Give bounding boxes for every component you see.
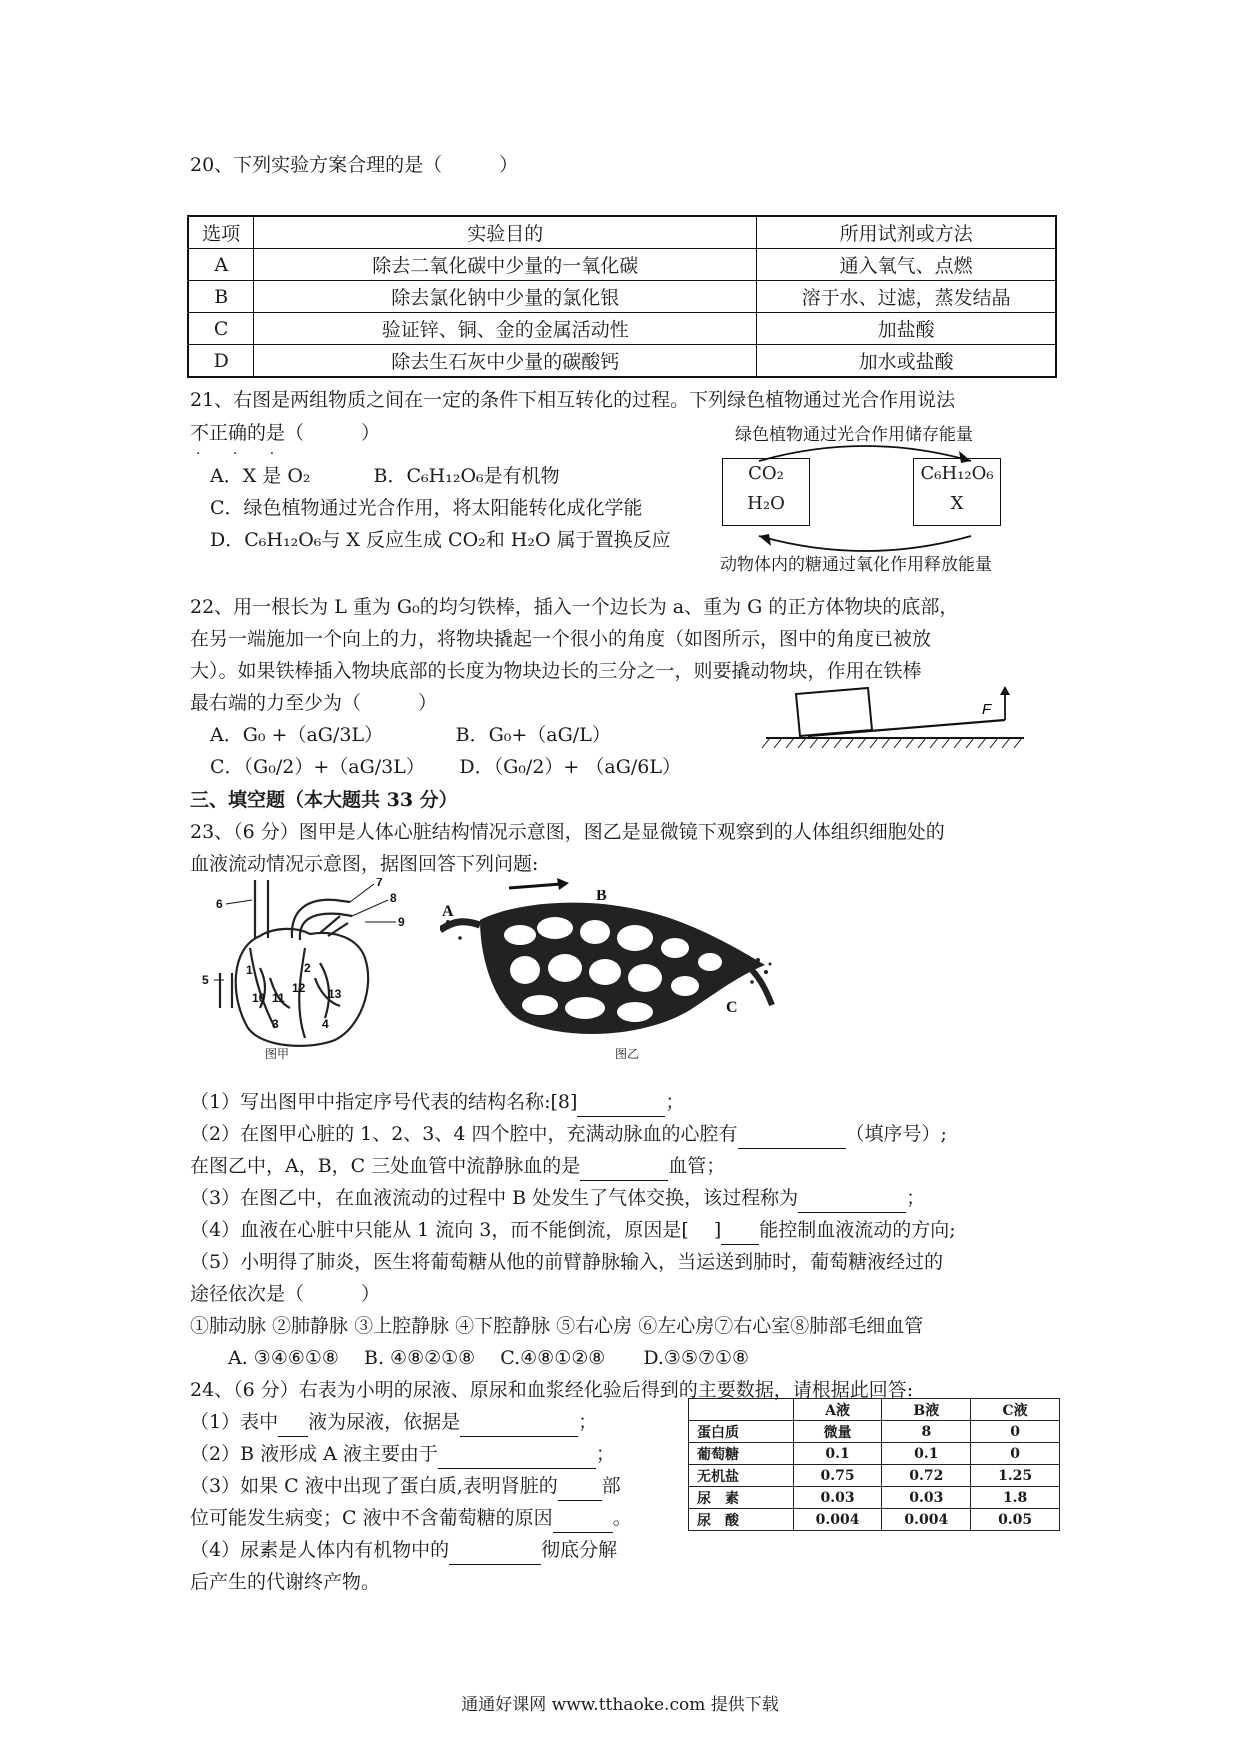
table-cell: A: [188, 249, 254, 281]
table-cell: 蛋白质: [689, 1421, 794, 1443]
q23-s4-text: （4）血液在心脏中只能从 1 流向 3，而不能倒流，原因是[ ]: [190, 1219, 722, 1241]
q20-title: 20、下列实验方案合理的是（ ）: [190, 154, 519, 176]
heart-label: 12: [292, 981, 306, 995]
table-header: 实验目的: [254, 216, 757, 249]
heart-label: 6: [216, 897, 223, 911]
heart-label: 13: [328, 987, 342, 1001]
heart-label: 7: [376, 878, 383, 889]
table-row: [689, 1443, 1060, 1465]
diagram-left-box: [722, 458, 810, 526]
q24-s4a-end: 彻底分解: [541, 1539, 618, 1561]
answer-blank[interactable]: [278, 1414, 308, 1437]
table-cell: 8: [882, 1421, 971, 1443]
q23-s5b: 途径依次是（ ）: [190, 1283, 381, 1305]
q24-s4b: 后产生的代谢终产物。: [190, 1571, 381, 1593]
table-cell: 除去二氧化碳中少量的一氧化碳: [254, 249, 757, 281]
heart-label: 1: [246, 963, 253, 977]
q23-s1: [190, 1087, 684, 1117]
table-cell: 0.1: [793, 1443, 882, 1465]
table-cell: C: [188, 313, 254, 345]
heart-label: 11: [272, 991, 285, 1005]
diagram-right-text-2: X: [950, 493, 964, 514]
q24-s3a-end: 部: [601, 1475, 621, 1497]
q23-s4-end: 能控制血液流动的方向;: [759, 1219, 956, 1241]
q24-s3a: [190, 1471, 621, 1501]
q23-line1: 23、（6 分）图甲是人体心脏结构情况示意图，图乙是显微镜下观察到的人体组织细胞处的: [190, 821, 945, 843]
q23-s3-text: （3）在图乙中，在血液流动的过程中 B 处发生了气体交换，该过程称为: [190, 1187, 799, 1209]
q23-s2b-text: 在图乙中，A，B，C 三处血管中流静脉血的是: [190, 1155, 581, 1177]
table-cell: 0.75: [793, 1465, 882, 1487]
table-header: 所用试剂或方法: [757, 216, 1056, 249]
answer-blank[interactable]: [460, 1414, 578, 1437]
q21-option-d: D．C₆H₁₂O₆与 X 反应生成 CO₂和 H₂O 属于置换反应: [210, 529, 671, 551]
table-cell: 微量: [793, 1421, 882, 1443]
table-cell: 尿 素: [689, 1487, 794, 1509]
lever-block-diagram: [760, 680, 1030, 752]
q22-line4: 最右端的力至少为（ ）: [190, 692, 438, 714]
table-cell: 0.05: [971, 1509, 1060, 1531]
heart-label: 4: [322, 1017, 329, 1031]
q22-line2: 在另一端施加一个向上的力，将物块撬起一个很小的角度（如图所示，图中的角度已被放: [190, 628, 932, 650]
fig-a-caption: 图甲: [265, 1047, 290, 1061]
q23-s5a: （5）小明得了肺炎，医生将葡萄糖从他的前臂静脉输入，当运送到肺时，葡萄糖液经过的: [190, 1251, 944, 1273]
q24-s2-end: ；: [595, 1443, 615, 1465]
table-header: B液: [882, 1399, 971, 1421]
heart-figure: [200, 878, 410, 1058]
diagram-left-text-2: H₂O: [747, 493, 785, 514]
answer-blank[interactable]: [738, 1126, 846, 1149]
table-cell: 加盐酸: [757, 313, 1056, 345]
q21-line2: 不正确的是（ ）: [190, 422, 381, 444]
table-cell: 除去生石灰中少量的碳酸钙: [254, 345, 757, 378]
capillary-figure: [440, 890, 780, 1050]
q23-s1-text: （1）写出图甲中指定序号代表的结构名称:[8]: [190, 1091, 578, 1113]
table-cell: 溶于水、过滤，蒸发结晶: [757, 281, 1056, 313]
table-row: [188, 249, 1056, 281]
table-cell: 0: [971, 1443, 1060, 1465]
q23-s1-end: ；: [665, 1091, 685, 1113]
table-cell: D: [188, 345, 254, 378]
q23-s2a-text: （2）在图甲心脏的 1、2、3、4 四个腔中，充满动脉血的心腔有: [190, 1123, 738, 1145]
q24-s3a-text: （3）如果 C 液中出现了蛋白质,表明肾脏的: [190, 1475, 558, 1497]
q24-s1b: 液为尿液，依据是: [308, 1411, 461, 1433]
fig-b-caption: 图乙: [615, 1047, 640, 1061]
table-cell: 0.004: [793, 1509, 882, 1531]
q24-s1a: （1）表中: [190, 1411, 279, 1433]
heart-label: 3: [272, 1017, 279, 1031]
q23-s2b: [190, 1151, 725, 1181]
table-row: [188, 281, 1056, 313]
vessel-label-a: A: [442, 903, 454, 920]
q23-s2a: [190, 1119, 947, 1149]
q24-s3b: [190, 1503, 632, 1533]
q24-s1: [190, 1407, 597, 1437]
q22-options-cd: C．（G₀/2）+（aG/3L） D．（G₀/2）+ （aG/6L）: [210, 756, 681, 778]
q24-s3b-text: 位可能发生病变；C 液中不含葡萄糖的原因: [190, 1507, 553, 1529]
table-cell: 尿 酸: [689, 1509, 794, 1531]
answer-blank[interactable]: [558, 1478, 602, 1501]
q24-s2: [190, 1439, 615, 1469]
table-cell: 除去氯化钠中少量的氯化银: [254, 281, 757, 313]
q23-line2: 血液流动情况示意图，据图回答下列问题:: [190, 853, 539, 875]
table-cell: B: [188, 281, 254, 313]
heart-label: 8: [390, 891, 397, 905]
table-header: 选项: [188, 216, 254, 249]
q22-options-ab: A．G₀ +（aG/3L） B．G₀+（aG/L）: [210, 724, 611, 746]
heart-label: 2: [304, 961, 311, 975]
answer-blank[interactable]: [449, 1542, 541, 1565]
table-cell: 葡萄糖: [689, 1443, 794, 1465]
table-cell: 验证锌、铜、金的金属活动性: [254, 313, 757, 345]
heart-label: 5: [202, 973, 209, 987]
table-cell: 0.03: [793, 1487, 882, 1509]
table-row: [689, 1421, 1060, 1443]
q23-s2a-end: （填序号）;: [845, 1123, 947, 1145]
q21-option-c: C．绿色植物通过光合作用，将太阳能转化成化学能: [210, 497, 643, 519]
force-label: F: [982, 701, 992, 718]
answer-blank[interactable]: [580, 1158, 668, 1181]
table-cell: 无机盐: [689, 1465, 794, 1487]
table-header: [689, 1399, 794, 1421]
table-row: [689, 1487, 1060, 1509]
q23-s3: [190, 1183, 925, 1213]
q22-line1: 22、用一根长为 L 重为 G₀的均匀铁棒，插入一个边长为 a、重为 G 的正方体物块的底部，: [190, 596, 959, 618]
table-cell: 0.03: [882, 1487, 971, 1509]
q23-s4: [190, 1215, 956, 1245]
q24-s1-end: ；: [578, 1411, 598, 1433]
diagram-bottom-caption: 动物体内的糖通过氧化作用释放能量: [720, 555, 992, 575]
q24-s2-text: （2）B 液形成 A 液主要由于: [190, 1443, 438, 1465]
table-row: [689, 1509, 1060, 1531]
table-cell: 0.004: [882, 1509, 971, 1531]
answer-blank[interactable]: [577, 1094, 665, 1117]
table-cell: 加水或盐酸: [757, 345, 1056, 378]
answer-blank[interactable]: [438, 1446, 596, 1469]
table-cell: 0: [971, 1421, 1060, 1443]
heart-label: 9: [398, 915, 405, 929]
table-cell: 0.72: [882, 1465, 971, 1487]
answer-blank[interactable]: [553, 1510, 613, 1533]
page-footer: 通通好课网 www.tthaoke.com 提供下载: [461, 1695, 779, 1715]
diagram-left-text-1: CO₂: [748, 463, 784, 484]
table-header: C液: [971, 1399, 1060, 1421]
q20-table: [187, 215, 1057, 378]
q23-s5d: A. ③④⑥①⑧ B. ④⑧②①⑧ C.④⑧①②⑧ D.③⑤⑦①⑧: [228, 1347, 750, 1369]
table-cell: 0.1: [882, 1443, 971, 1465]
q22-line3: 大）。如果铁棒插入物块底部的长度为物块边长的三分之一，则要撬动物块，作用在铁棒: [190, 660, 922, 682]
vessel-label-b: B: [596, 890, 607, 904]
vessel-label-c: C: [726, 999, 738, 1016]
q21-option-ab: A．X 是 O₂ B．C₆H₁₂O₆是有机物: [210, 465, 560, 487]
diagram-right-text-1: C₆H₁₂O₆: [920, 463, 994, 484]
q24-s4a-text: （4）尿素是人体内有机物中的: [190, 1539, 450, 1561]
diagram-top-caption: 绿色植物通过光合作用储存能量: [735, 425, 973, 445]
table-cell: 1.8: [971, 1487, 1060, 1509]
table-row: [188, 345, 1056, 378]
q24-s4a: [190, 1535, 617, 1565]
q21-line1: 21、右图是两组物质之间在一定的条件下相互转化的过程。下列绿色植物通过光合作用说法: [190, 389, 956, 411]
q24-line1: 24、（6 分）右表为小明的尿液、原尿和血浆经化验后得到的主要数据，请根据此回答:: [190, 1379, 914, 1401]
table-row: [188, 313, 1056, 345]
table-row: [689, 1465, 1060, 1487]
table-cell: 1.25: [971, 1465, 1060, 1487]
table-header-row: [689, 1399, 1060, 1421]
heart-label: 10: [252, 991, 266, 1005]
section3-title: 三、填空题（本大题共 33 分）: [190, 789, 458, 811]
q23-s3-end: ；: [906, 1187, 926, 1209]
q23-s5c: ①肺动脉 ②肺静脉 ③上腔静脉 ④下腔静脉 ⑤右心房 ⑥左心房⑦右心室⑧肺部毛细血管: [190, 1315, 924, 1337]
urine-table: [688, 1398, 1060, 1531]
q23-s2b-end: 血管；: [668, 1155, 726, 1177]
table-header: A液: [793, 1399, 882, 1421]
diagram-right-box: [913, 458, 1001, 526]
table-cell: 通入氧气、点燃: [757, 249, 1056, 281]
q24-s3b-end: 。: [612, 1507, 632, 1529]
answer-blank[interactable]: [798, 1190, 906, 1213]
answer-blank[interactable]: [721, 1222, 759, 1245]
emphasis-dots: · · ·: [196, 446, 289, 462]
table-header-row: [188, 216, 1056, 249]
